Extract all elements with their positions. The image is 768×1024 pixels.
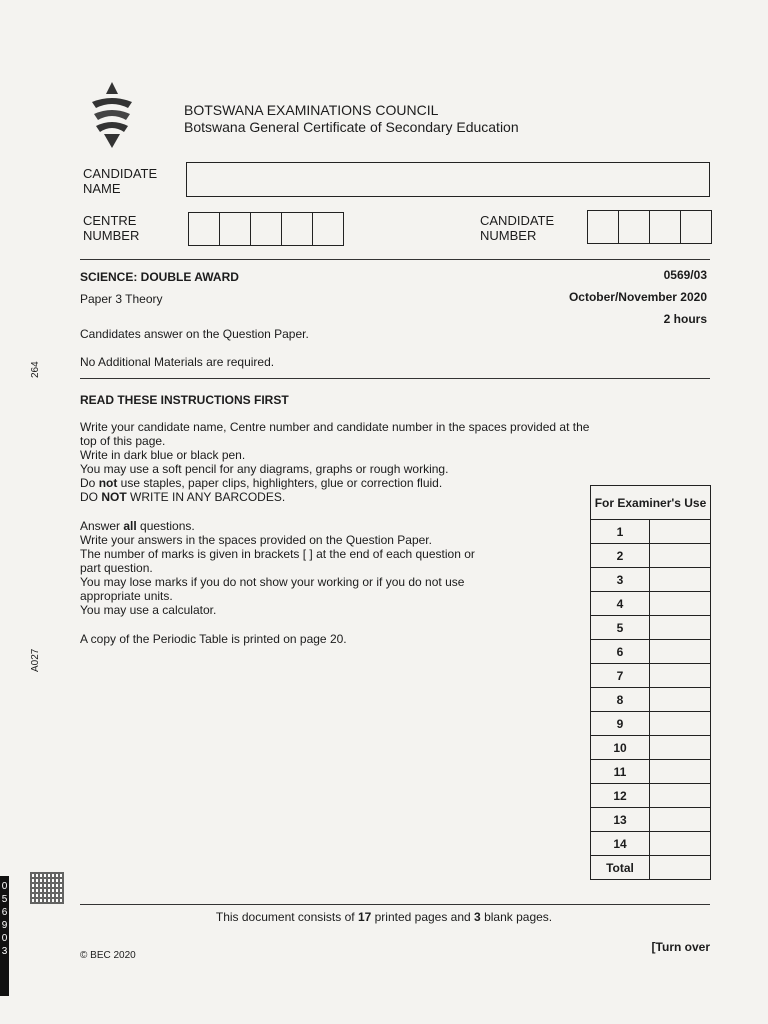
question-number: 3 (591, 568, 650, 592)
digit-box[interactable] (189, 213, 220, 245)
instruction-line: Write your candidate name, Centre number and candidate number in the spaces provided at the (80, 420, 590, 434)
question-number: 11 (591, 760, 650, 784)
paper-name: Paper 3 Theory (80, 292, 163, 306)
printed-pages-count: 17 (357, 910, 372, 924)
candidate-name-label (83, 166, 157, 196)
page-count-note (0, 910, 768, 924)
bec-logo (88, 82, 136, 150)
examiner-use-table (590, 485, 711, 880)
examiner-table-header: For Examiner's Use (591, 486, 711, 520)
marks-cell[interactable] (650, 688, 711, 712)
emphasis: all (123, 519, 137, 533)
examiner-table-row (591, 760, 711, 784)
centre-number-field[interactable] (188, 212, 344, 246)
digit-box[interactable] (251, 213, 282, 245)
question-number: 2 (591, 544, 650, 568)
instruction-line (80, 490, 589, 504)
examiner-table-row (591, 736, 711, 760)
divider (80, 259, 710, 260)
digit-box[interactable] (650, 211, 681, 243)
examiner-table-row (591, 832, 711, 856)
text-part: questions. (136, 519, 195, 533)
council-name: BOTSWANA EXAMINATIONS COUNCIL (184, 102, 439, 118)
candidate-name-field[interactable] (186, 162, 710, 197)
instructions-block-1 (80, 420, 589, 504)
margin-code-top: 264 (30, 361, 41, 378)
examiner-total-row (591, 856, 711, 880)
instructions-block-2 (80, 519, 475, 617)
marks-cell[interactable] (650, 760, 711, 784)
question-number: 13 (591, 808, 650, 832)
marks-cell[interactable] (650, 520, 711, 544)
digit-box[interactable] (619, 211, 650, 243)
examiner-table-row (591, 616, 711, 640)
question-number: 4 (591, 592, 650, 616)
instruction-line: You may use a calculator. (80, 603, 217, 617)
instruction-line: The number of marks is given in brackets [ ] at the end of each question or (80, 547, 475, 561)
examiner-table-row (591, 664, 711, 688)
examiner-table-row (591, 544, 711, 568)
instructions-heading: READ THESE INSTRUCTIONS FIRST (80, 393, 289, 407)
candidate-name-label-line1: CANDIDATE (83, 166, 158, 181)
total-cell[interactable] (650, 856, 711, 880)
digit-box[interactable] (681, 211, 711, 243)
text-part: printed pages and (371, 910, 475, 924)
instruction-line: top of this page. (80, 434, 166, 448)
digit-box[interactable] (313, 213, 343, 245)
marks-cell[interactable] (650, 808, 711, 832)
candidate-number-label-line2: NUMBER (480, 228, 537, 243)
instruction-line (80, 519, 475, 533)
marks-cell[interactable] (650, 664, 711, 688)
instruction-line: You may lose marks if you do not show your working or if you do not use (80, 575, 465, 589)
instruction-line: part question. (80, 561, 153, 575)
question-number: 5 (591, 616, 650, 640)
instruction-line: appropriate units. (80, 589, 173, 603)
margin-code-mid: A027 (30, 648, 41, 672)
text-part: blank pages. (480, 910, 553, 924)
turn-over: [Turn over (651, 940, 710, 954)
question-number: 10 (591, 736, 650, 760)
instruction-line: Write your answers in the spaces provided on the Question Paper. (80, 533, 432, 547)
examiner-table-row (591, 808, 711, 832)
question-number: 7 (591, 664, 650, 688)
text-part: use staples, paper clips, highlighters, glue or correction fluid. (117, 476, 443, 490)
emphasis: NOT (101, 490, 127, 504)
examiner-table-row (591, 568, 711, 592)
question-number: 9 (591, 712, 650, 736)
marks-cell[interactable] (650, 568, 711, 592)
candidate-number-label (480, 213, 554, 243)
question-number: 1 (591, 520, 650, 544)
subject-title: SCIENCE: DOUBLE AWARD (80, 270, 239, 284)
marks-cell[interactable] (650, 832, 711, 856)
instruction-line (80, 476, 589, 490)
centre-number-label-line1: CENTRE (83, 213, 137, 228)
centre-number-label-line2: NUMBER (83, 228, 140, 243)
digit-box[interactable] (588, 211, 619, 243)
periodic-table-note: A copy of the Periodic Table is printed on page 20. (80, 632, 347, 646)
examiner-table-row (591, 592, 711, 616)
instruction-line: You may use a soft pencil for any diagrams, graphs or rough working. (80, 462, 449, 476)
edge-digit: 5 (1, 894, 8, 905)
examiner-table-row (591, 640, 711, 664)
edge-digit: 0 (1, 933, 8, 944)
exam-duration: 2 hours (663, 312, 707, 326)
certificate-name: Botswana General Certificate of Secondary Education (184, 119, 519, 135)
question-number: 14 (591, 832, 650, 856)
exam-session: October/November 2020 (568, 290, 707, 304)
marks-cell[interactable] (650, 544, 711, 568)
text-part: DO (80, 490, 102, 504)
text-part: Answer (80, 519, 124, 533)
candidate-name-label-line2: NAME (83, 181, 121, 196)
examiner-table-row (591, 520, 711, 544)
council-header (184, 102, 519, 136)
edge-digit: 9 (1, 920, 8, 931)
text-part: This document consists of (215, 910, 358, 924)
total-label: Total (591, 856, 650, 880)
marks-cell[interactable] (650, 640, 711, 664)
digit-box[interactable] (220, 213, 251, 245)
candidate-number-field[interactable] (587, 210, 712, 244)
marks-cell[interactable] (650, 784, 711, 808)
examiner-table-row (591, 712, 711, 736)
digit-box[interactable] (282, 213, 313, 245)
examiner-table-row (591, 688, 711, 712)
answer-on-note: Candidates answer on the Question Paper. (80, 327, 309, 341)
candidate-number-label-line1: CANDIDATE (480, 213, 555, 228)
barcode (30, 872, 64, 904)
text-part: WRITE IN ANY BARCODES. (126, 490, 286, 504)
emphasis: not (98, 476, 118, 490)
blank-pages-count: 3 (474, 910, 481, 924)
examiner-table-row (591, 784, 711, 808)
edge-digit: 6 (1, 907, 8, 918)
divider (80, 378, 710, 379)
text-part: Do (80, 476, 99, 490)
edge-digit: 0 (1, 881, 8, 892)
marks-cell[interactable] (650, 712, 711, 736)
instruction-line: Write in dark blue or black pen. (80, 448, 246, 462)
question-number: 12 (591, 784, 650, 808)
marks-cell[interactable] (650, 616, 711, 640)
marks-cell[interactable] (650, 736, 711, 760)
question-number: 8 (591, 688, 650, 712)
divider (80, 904, 710, 905)
paper-code: 0569/03 (663, 268, 707, 282)
marks-cell[interactable] (650, 592, 711, 616)
question-number: 6 (591, 640, 650, 664)
materials-note: No Additional Materials are required. (80, 355, 275, 369)
centre-number-label (83, 213, 139, 243)
copyright: © BEC 2020 (80, 950, 136, 961)
edge-digit: 3 (1, 946, 8, 957)
